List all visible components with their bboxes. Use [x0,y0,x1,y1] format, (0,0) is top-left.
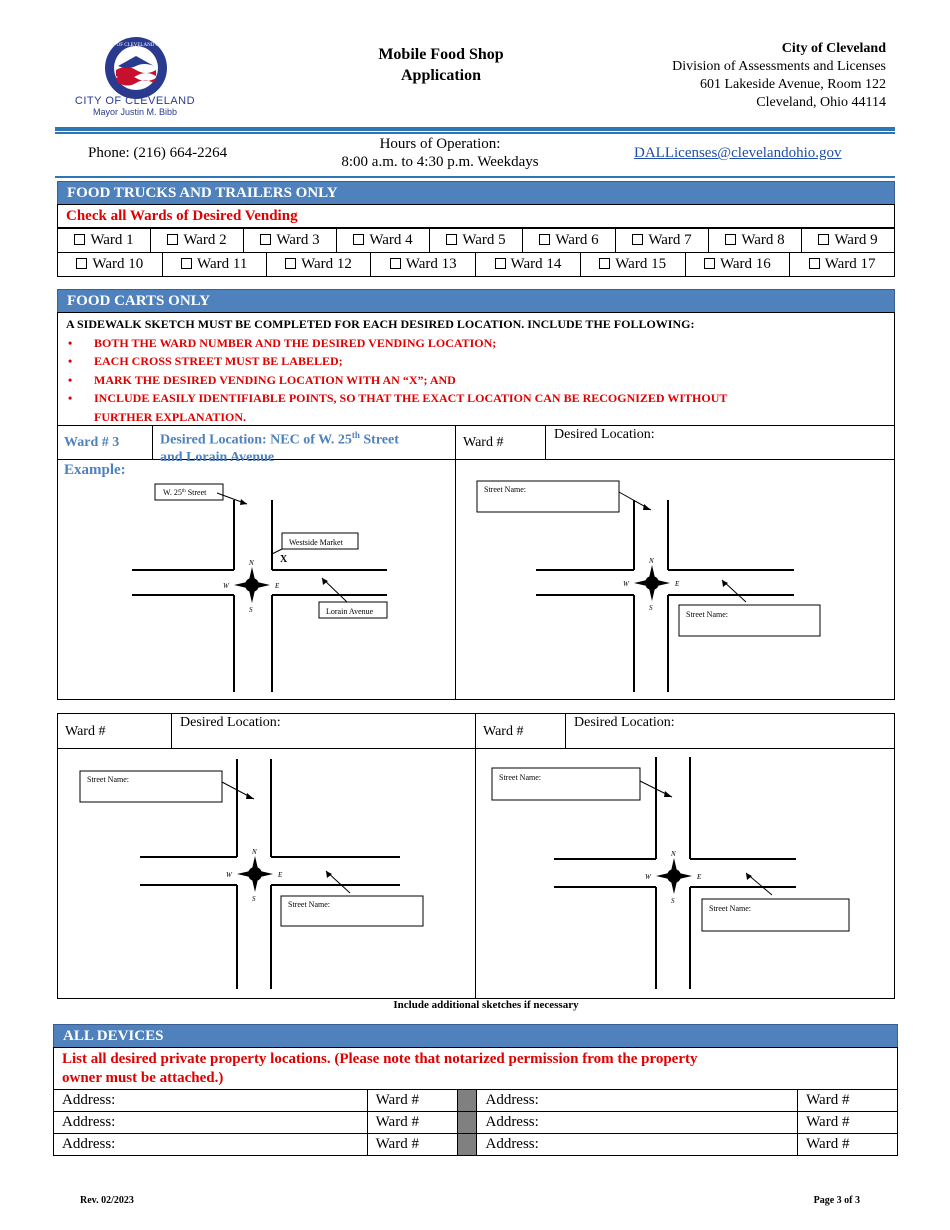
svg-text:N: N [249,559,254,567]
ward-field[interactable]: Ward # [367,1090,457,1112]
ward-label: Ward 1 [90,232,134,248]
address-row [54,1134,898,1156]
ward-label: Ward 3 [276,232,320,248]
logo-mayor-name: Mayor Justin M. Bibb [92,107,178,117]
svg-text:Street Name:: Street Name: [499,773,541,782]
ward-checkbox-r1-6[interactable] [523,229,616,253]
divider-v [152,425,153,459]
header-divider [55,127,895,131]
address-row [54,1112,898,1134]
divider-v [545,425,546,459]
ward-checkbox-r1-2[interactable] [151,229,244,253]
checkbox-icon[interactable] [495,258,506,269]
address-field[interactable]: Address: [54,1134,368,1156]
ward-checkbox-r2-4[interactable] [371,253,476,277]
page-title [330,44,552,86]
ward-checkbox-r1-4[interactable] [337,229,430,253]
trucks-instruction: Check all Wards of Desired Vending [66,208,298,224]
carts-item-text: FURTHER EXPLANATION. [94,409,247,424]
logo-ring-text: CITY OF CLEVELAND OHIO [104,43,168,48]
svg-text:N: N [649,557,654,565]
carts-item-2 [66,352,894,371]
bullet-1: • [68,335,73,350]
phone-number: Phone: (216) 664-2264 [88,145,228,161]
landmark-label: Westside Market [289,538,343,547]
checkbox-icon[interactable] [632,234,643,245]
ward-checkbox-r1-9[interactable] [802,229,895,253]
header-divider-thin [55,132,895,134]
example-ward: Ward # 3 [64,435,120,450]
ward-label: Ward 14 [510,256,562,272]
svg-text:S: S [249,606,253,614]
bullet-4: • [68,391,73,406]
example-location-c: and Lorain Avenue [160,449,275,465]
svg-text:N: N [252,848,257,856]
example-location-sup: th [351,430,360,440]
ward-field[interactable]: Ward # [367,1134,457,1156]
bullet-3: • [68,372,73,387]
ward-field-1[interactable]: Ward # [463,435,504,450]
carts-item-4 [66,389,894,408]
checkbox-icon[interactable] [260,234,271,245]
trucks-section-header: FOOD TRUCKS AND TRAILERS ONLY [57,181,895,205]
svg-text:Street Name:: Street Name: [686,610,728,619]
checkbox-icon[interactable] [353,234,364,245]
svg-text:E: E [278,871,283,879]
ward-label: Ward 16 [719,256,771,272]
ward-checkbox-r2-7[interactable] [685,253,790,277]
blank-sketch-1 [456,460,894,700]
trucks-instruction-box [57,204,895,228]
spacer-cell [457,1112,477,1134]
ward-checkbox-r1-7[interactable] [616,229,709,253]
svg-text:Street Name:: Street Name: [288,900,330,909]
ward-label: Ward 7 [648,232,692,248]
checkbox-icon[interactable] [285,258,296,269]
svg-text:E: E [675,580,680,588]
divider-v [565,713,566,748]
svg-text:S: S [252,895,256,903]
carts-instructions [57,312,895,426]
blank-sketch-2 [58,749,474,998]
devices-instruction-line2: owner must be attached.) [62,1070,224,1086]
ward-checkbox-r2-6[interactable] [580,253,685,277]
street-label-lorain: Lorain Avenue [326,607,374,616]
address-field[interactable]: Address: [477,1134,798,1156]
ward-label: Ward 4 [369,232,413,248]
mailing-address [672,40,886,112]
ward-label: Ward 8 [741,232,785,248]
svg-text:E: E [697,873,702,881]
ward-checkbox-r2-1[interactable] [58,253,163,277]
carts-item-text: MARK THE DESIRED VENDING LOCATION WITH AN “X”; AND [94,372,456,387]
ward-label: Ward 5 [462,232,506,248]
carts-item-text: INCLUDE EASILY IDENTIFIABLE POINTS, SO THAT THE EXACT LOCATION CAN BE RECOGNIZED WITHOUT [94,391,728,406]
example-location-a: Desired Location: NEC of W. 25 [160,432,352,448]
svg-text:S: S [649,604,653,612]
carts-section-header: FOOD CARTS ONLY [57,289,895,313]
devices-instruction-box [53,1047,898,1090]
ward-label: Ward 15 [615,256,667,272]
email-link[interactable]: DALLicenses@clevelandohio.gov [634,145,842,161]
svg-text:W: W [623,580,629,588]
hours-label: Hours of Operation: [379,136,501,152]
ward-checkbox-r1-3[interactable] [244,229,337,253]
logo-city-name: CITY OF CLEVELAND [74,95,196,107]
svg-text:Street Name:: Street Name: [484,485,526,494]
ward-label: Ward 10 [92,256,144,272]
checkbox-icon[interactable] [76,258,87,269]
vending-x-mark: X [280,554,288,565]
example-label: Example: [64,462,126,478]
desired-location-field-2[interactable]: Desired Location: [180,715,281,730]
hours-value: 8:00 a.m. to 4:30 p.m. Weekdays [341,154,539,170]
address-field[interactable]: Address: [477,1090,798,1112]
division-name: Division of Assessments and Licenses [672,59,886,74]
example-sketch [57,460,455,700]
page-number: Page 3 of 3 [813,1195,860,1206]
spacer-cell [457,1134,477,1156]
svg-text:W: W [226,871,232,879]
ward-checkbox-r2-5[interactable] [476,253,581,277]
address-field[interactable]: Address: [54,1090,368,1112]
address-field[interactable]: Address: [54,1112,368,1134]
checkbox-icon[interactable] [74,234,85,245]
checkbox-icon[interactable] [809,258,820,269]
checkbox-icon[interactable] [818,234,829,245]
address-field[interactable]: Address: [477,1112,798,1134]
ward-field[interactable]: Ward # [798,1090,898,1112]
revision-date: Rev. 02/2023 [80,1195,134,1206]
checkbox-icon[interactable] [704,258,715,269]
street-address: 601 Lakeside Avenue, Room 122 [700,77,886,92]
checkbox-icon[interactable] [599,258,610,269]
city-seal-logo [104,36,168,100]
checkbox-icon[interactable] [390,258,401,269]
ward-field-3[interactable]: Ward # [483,724,524,739]
svg-text:N: N [671,850,676,858]
ward-checkbox-r2-2[interactable] [162,253,266,277]
address-row [54,1090,898,1112]
svg-text:E: E [275,582,280,590]
hours-of-operation [300,135,580,171]
ward-field-2[interactable]: Ward # [65,724,106,739]
carts-intro: A SIDEWALK SKETCH MUST BE COMPLETED FOR EACH DESIRED LOCATION. INCLUDE THE FOLLOWING: [66,317,695,331]
address-table [53,1089,898,1156]
svg-text:Street Name:: Street Name: [87,775,129,784]
spacer-cell [457,1090,477,1112]
ward-label: Ward 17 [824,256,876,272]
carts-item-4-cont [66,408,894,427]
additional-sketches-note: Include additional sketches if necessary [393,999,579,1011]
contact-divider [55,176,895,178]
carts-item-3 [66,371,894,390]
ward-checkbox-r2-3[interactable] [266,253,371,277]
carts-item-text: BOTH THE WARD NUMBER AND THE DESIRED VENDING LOCATION; [94,335,497,350]
ward-checkbox-r1-5[interactable] [430,229,523,253]
ward-label: Ward 2 [183,232,227,248]
checkbox-icon[interactable] [181,258,192,269]
street-label-w25: W. 25th Street [163,488,207,497]
ward-label: Ward 6 [555,232,599,248]
carts-item-text: EACH CROSS STREET MUST BE LABELED; [94,354,343,369]
ward-field[interactable]: Ward # [798,1134,898,1156]
carts-item-1 [66,334,894,353]
compass-icon [623,557,680,612]
svg-text:S: S [671,897,675,905]
ward-label: Ward 9 [834,232,878,248]
bullet-2: • [68,354,73,369]
wards-row2-table [57,252,895,277]
ward-checkbox-r1-1[interactable] [58,229,151,253]
checkbox-icon[interactable] [446,234,457,245]
checkbox-icon[interactable] [725,234,736,245]
title-line2: Application [400,67,481,84]
ward-label: Ward 12 [301,256,352,272]
checkbox-icon[interactable] [167,234,178,245]
desired-location-field-3[interactable]: Desired Location: [574,715,675,730]
org-name: City of Cleveland [781,41,886,56]
svg-text:W: W [223,582,229,590]
ward-checkbox-r2-8[interactable] [790,253,895,277]
ward-field[interactable]: Ward # [367,1112,457,1134]
devices-instruction-line1: List all desired private property locations. (Please note that notarized permission from the property [62,1051,698,1067]
devices-section-header: ALL DEVICES [53,1024,898,1048]
checkbox-icon[interactable] [539,234,550,245]
title-line1: Mobile Food Shop [378,46,504,63]
city-state-zip: Cleveland, Ohio 44114 [756,95,886,110]
ward-label: Ward 13 [405,256,457,272]
ward-field[interactable]: Ward # [798,1112,898,1134]
divider-v [171,713,172,748]
example-location-b: Street [359,432,399,448]
blank-sketch-3 [476,749,894,998]
svg-text:W: W [645,873,651,881]
ward-checkbox-r1-8[interactable] [709,229,802,253]
desired-location-field-1[interactable]: Desired Location: [554,427,655,442]
svg-text:Street Name:: Street Name: [709,904,751,913]
ward-label: Ward 11 [197,256,248,272]
wards-row1-table [57,228,895,253]
